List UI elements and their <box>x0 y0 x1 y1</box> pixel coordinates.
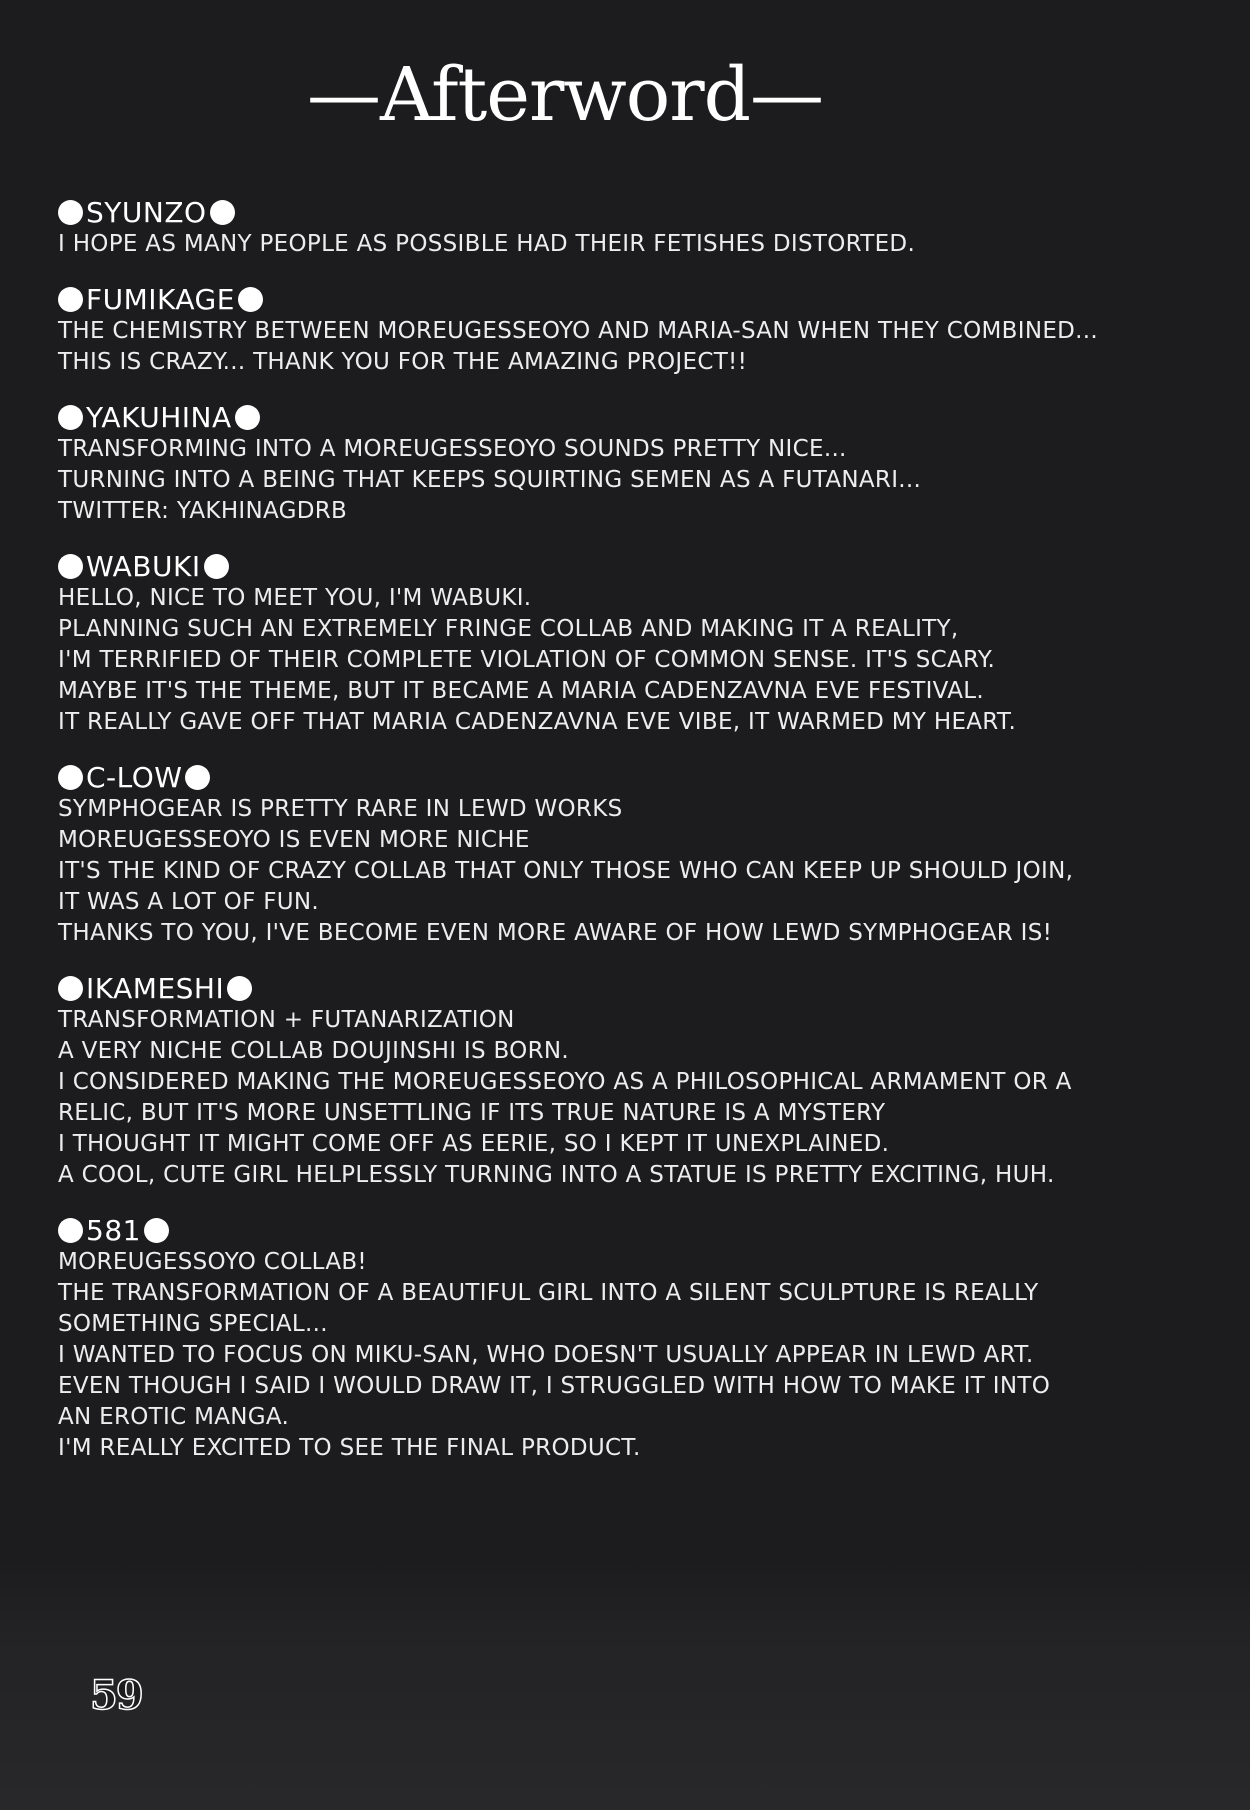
author-name: SYUNZO <box>86 196 207 229</box>
comment-line: SYMPHOGEAR IS PRETTY RARE IN LEWD WORKS <box>58 796 623 822</box>
comment-line: TRANSFORMING INTO A MOREUGESSEOYO SOUNDS PRETTY NICE... <box>58 436 847 462</box>
comment-line: IT WAS A LOT OF FUN. <box>58 889 319 915</box>
comment-line: MOREUGESSOYO COLLAB! <box>58 1249 367 1275</box>
comment-line: I WANTED TO FOCUS ON MIKU-SAN, WHO DOESN'T USUALLY APPEAR IN LEWD ART. <box>58 1342 1034 1368</box>
author-name: WABUKI <box>86 550 201 583</box>
comment-line: TURNING INTO A BEING THAT KEEPS SQUIRTING SEMEN AS A FUTANARI... <box>58 467 922 493</box>
author-name: FUMIKAGE <box>86 283 235 316</box>
afterword-entries <box>58 196 1238 1487</box>
author-heading <box>58 972 1238 1005</box>
bullet-dot-icon <box>58 405 83 430</box>
comment-line: MAYBE IT'S THE THEME, BUT IT BECAME A MARIA CADENZAVNA EVE FESTIVAL. <box>58 678 985 704</box>
bullet-dot-icon <box>204 554 229 579</box>
afterword-entry <box>58 401 1238 527</box>
afterword-entry <box>58 761 1238 949</box>
title-text: Afterword <box>379 52 751 138</box>
afterword-entry <box>58 196 1238 260</box>
comment-line: TWITTER: YAKHINAGDRB <box>58 498 348 524</box>
bullet-dot-icon <box>235 405 260 430</box>
comment-line: IT REALLY GAVE OFF THAT MARIA CADENZAVNA EVE VIBE, IT WARMED MY HEART. <box>58 709 1017 735</box>
author-name: IKAMESHI <box>86 972 225 1005</box>
author-heading <box>58 401 1238 434</box>
author-heading <box>58 196 1238 229</box>
comment-line: I HOPE AS MANY PEOPLE AS POSSIBLE HAD THEIR FETISHES DISTORTED. <box>58 231 916 257</box>
author-heading <box>58 761 1238 794</box>
bullet-dot-icon <box>58 976 83 1001</box>
bullet-dot-icon <box>58 287 83 312</box>
comment-line: I'M REALLY EXCITED TO SEE THE FINAL PRODUCT. <box>58 1435 641 1461</box>
author-heading <box>58 283 1238 316</box>
comment-line: A VERY NICHE COLLAB DOUJINSHI IS BORN. <box>58 1038 569 1064</box>
comment-line: HELLO, NICE TO MEET YOU, I'M WABUKI. <box>58 585 532 611</box>
comment-line: THIS IS CRAZY... THANK YOU FOR THE AMAZING PROJECT!! <box>58 349 748 375</box>
bullet-dot-icon <box>238 287 263 312</box>
comment-line: TRANSFORMATION + FUTANARIZATION <box>58 1007 515 1033</box>
page-title <box>0 52 1130 138</box>
comment-line: I'M TERRIFIED OF THEIR COMPLETE VIOLATION OF COMMON SENSE. IT'S SCARY. <box>58 647 996 673</box>
bullet-dot-icon <box>144 1218 169 1243</box>
comment-line: THANKS TO YOU, I'VE BECOME EVEN MORE AWARE OF HOW LEWD SYMPHOGEAR IS! <box>58 920 1053 946</box>
comment-line: MOREUGESSEOYO IS EVEN MORE NICHE <box>58 827 530 853</box>
bullet-dot-icon <box>185 765 210 790</box>
afterword-entry <box>58 1214 1238 1464</box>
comment-line: RELIC, BUT IT'S MORE UNSETTLING IF ITS TRUE NATURE IS A MYSTERY <box>58 1100 886 1126</box>
author-name: 581 <box>86 1214 141 1247</box>
author-name: YAKUHINA <box>86 401 232 434</box>
comment-line: THE TRANSFORMATION OF A BEAUTIFUL GIRL INTO A SILENT SCULPTURE IS REALLY <box>58 1280 1039 1306</box>
bullet-dot-icon <box>58 765 83 790</box>
comment-line: I CONSIDERED MAKING THE MOREUGESSEOYO AS A PHILOSOPHICAL ARMAMENT OR A <box>58 1069 1072 1095</box>
bullet-dot-icon <box>227 976 252 1001</box>
comment-line: I THOUGHT IT MIGHT COME OFF AS EERIE, SO I KEPT IT UNEXPLAINED. <box>58 1131 890 1157</box>
bullet-dot-icon <box>58 554 83 579</box>
bullet-dot-icon <box>58 200 83 225</box>
bullet-dot-icon <box>210 200 235 225</box>
comment-line: PLANNING SUCH AN EXTREMELY FRINGE COLLAB AND MAKING IT A REALITY, <box>58 616 959 642</box>
page-number: 59 <box>90 1672 142 1719</box>
comment-line: THE CHEMISTRY BETWEEN MOREUGESSEOYO AND MARIA-SAN WHEN THEY COMBINED... <box>58 318 1099 344</box>
afterword-entry <box>58 550 1238 738</box>
afterword-entry <box>58 972 1238 1191</box>
comment-line: A COOL, CUTE GIRL HELPLESSLY TURNING INTO A STATUE IS PRETTY EXCITING, HUH. <box>58 1162 1055 1188</box>
author-heading <box>58 1214 1238 1247</box>
author-name: C-LOW <box>86 761 183 794</box>
comment-line: SOMETHING SPECIAL... <box>58 1311 328 1337</box>
title-dash-right: — <box>750 52 824 138</box>
comment-line: EVEN THOUGH I SAID I WOULD DRAW IT, I STRUGGLED WITH HOW TO MAKE IT INTO <box>58 1373 1051 1399</box>
afterword-entry <box>58 283 1238 378</box>
comment-line: AN EROTIC MANGA. <box>58 1404 290 1430</box>
bullet-dot-icon <box>58 1218 83 1243</box>
title-dash-left: — <box>306 52 380 138</box>
comment-line: IT'S THE KIND OF CRAZY COLLAB THAT ONLY THOSE WHO CAN KEEP UP SHOULD JOIN, <box>58 858 1074 884</box>
author-heading <box>58 550 1238 583</box>
